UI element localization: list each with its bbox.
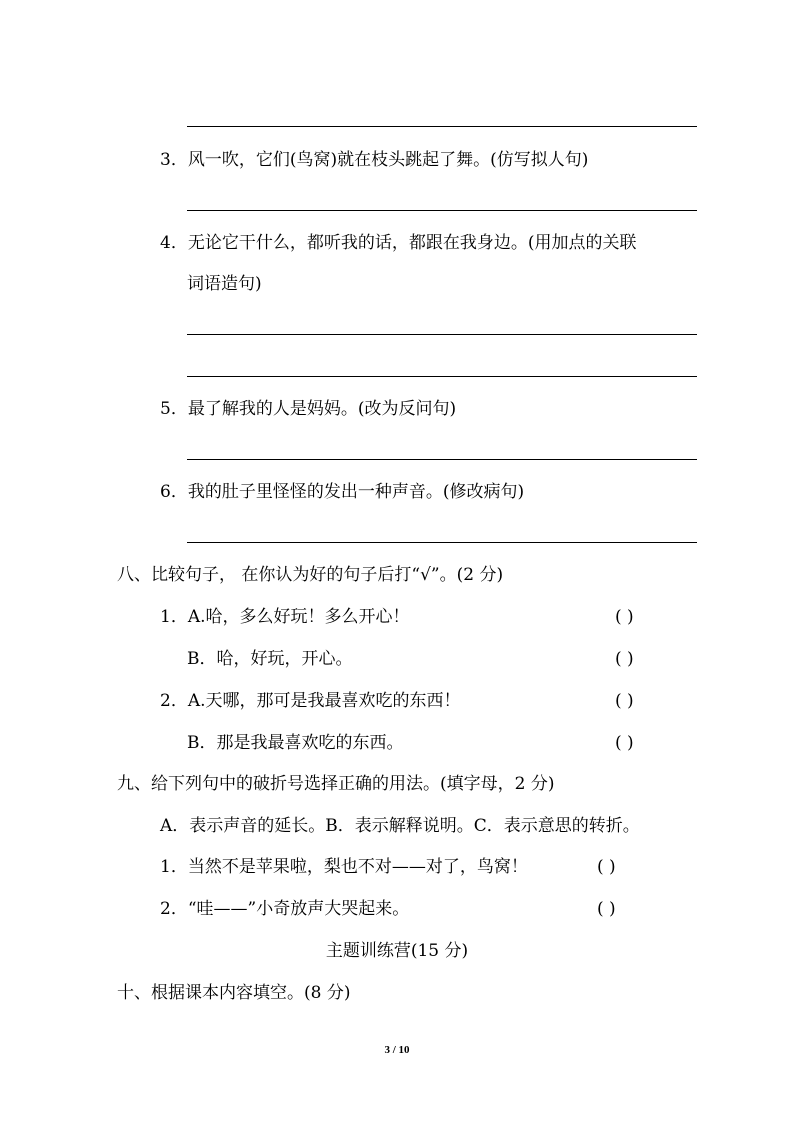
section-9-item-2: 2．“哇——”小奇放声大哭起来。 xyxy=(160,899,410,919)
question-4-text: 4．无论它干什么，都听我的话，都跟在我身边。(用加点的关联 xyxy=(160,233,637,253)
section-10-title: 十、根据课本内容填空。(8 分) xyxy=(117,983,351,1003)
answer-line[interactable] xyxy=(187,459,697,460)
answer-line[interactable] xyxy=(187,334,697,335)
section-8-item-2a: 2．A.天哪，那可是我最喜欢吃的东西！ xyxy=(160,691,461,711)
question-6: 6．我的肚子里怪怪的发出一种声音。(修改病句) xyxy=(160,482,525,502)
answer-paren[interactable]: ( ) xyxy=(615,649,634,669)
page-number: 3 / 10 xyxy=(384,1044,410,1056)
section-8-item-2b: B．那是我最喜欢吃的东西。 xyxy=(187,733,404,753)
answer-paren[interactable]: ( ) xyxy=(597,857,616,877)
question-4-line-2: 词语造句) xyxy=(187,274,262,294)
section-9-options: A．表示声音的延长。B．表示解释说明。C．表示意思的转折。 xyxy=(160,816,640,836)
section-9-item-1: 1．当然不是苹果啦，梨也不对——对了，鸟窝！ xyxy=(160,857,528,877)
section-8-title: 八、比较句子， 在你认为好的句子后打“√”。(2 分) xyxy=(117,565,504,585)
answer-paren[interactable]: ( ) xyxy=(615,607,634,627)
answer-line[interactable] xyxy=(187,542,697,543)
section-9-title: 九、给下列句中的破折号选择正确的用法。(填字母，2 分) xyxy=(117,774,555,794)
answer-line[interactable] xyxy=(187,376,697,377)
answer-line[interactable] xyxy=(187,210,697,211)
question-3: 3．风一吹，它们(鸟窝)就在枝头跳起了舞。(仿写拟人句) xyxy=(160,150,589,170)
section-8-item-1a: 1．A.哈，多么好玩！多么开心！ xyxy=(160,607,410,627)
answer-line[interactable] xyxy=(187,126,697,127)
answer-paren[interactable]: ( ) xyxy=(597,899,616,919)
question-4-line-1 xyxy=(160,232,636,254)
section-8-item-1b: B．哈，好玩，开心。 xyxy=(187,649,353,669)
question-5: 5．最了解我的人是妈妈。(改为反问句) xyxy=(160,399,457,419)
answer-paren[interactable]: ( ) xyxy=(615,733,634,753)
answer-paren[interactable]: ( ) xyxy=(615,691,634,711)
theme-heading: 主题训练营(15 分) xyxy=(325,941,469,961)
